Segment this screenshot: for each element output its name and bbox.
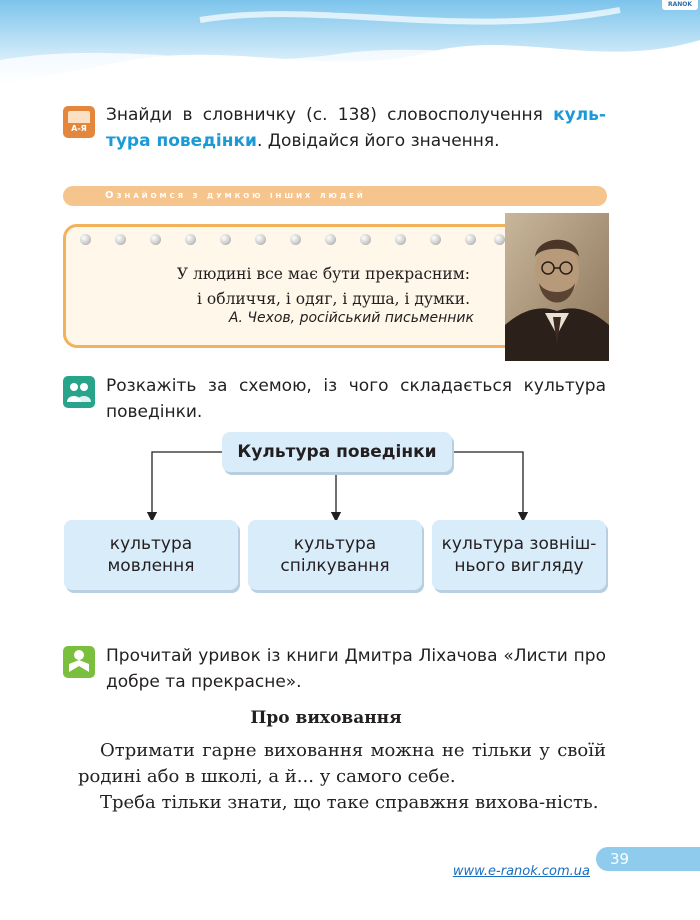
task-tell-by-scheme: Розкажіть за схемою, із чого складається культура поведінки. xyxy=(106,376,606,422)
header-wave-decoration xyxy=(0,0,700,110)
quote-text xyxy=(78,262,470,312)
publisher-logo: RANOK xyxy=(662,0,698,10)
reading-paragraph-1: Отримати гарне виховання можна не тільки у своїй родині або в школі, а й... у самого себе. xyxy=(78,740,606,787)
group-discussion-icon xyxy=(63,376,95,408)
scheme-box-appearance: культура зовніш-нього вигляду xyxy=(432,520,606,590)
section-banner xyxy=(63,186,607,206)
task1-text-before: Знайди в словничку (с. 138) словосполучення xyxy=(106,105,554,125)
quote-line-1: У людині все має бути прекрасним: xyxy=(176,265,470,283)
task-read-excerpt: Прочитай уривок із книги Дмитра Ліхачова «Листи про добре та прекрасне». xyxy=(106,646,606,692)
dictionary-icon-label: А-Я xyxy=(71,124,87,133)
quote-author: А. Чехов, російський письменник xyxy=(228,310,474,326)
task1-text-after: . Довідайся його значення. xyxy=(256,131,500,151)
task-find-in-dictionary xyxy=(106,102,606,154)
reading-title: Про виховання xyxy=(250,708,402,728)
scheme-box-speech: культура мовлення xyxy=(64,520,238,590)
task1-highlight: куль-тура поведінки xyxy=(106,105,606,151)
section-banner-title: Ознайомся з думкою інших людей xyxy=(105,190,366,201)
reading-icon xyxy=(63,646,95,678)
chekhov-portrait xyxy=(505,213,609,361)
scheme-box-communication: культура спілкування xyxy=(248,520,422,590)
page-number: 39 xyxy=(596,847,700,871)
notebook-rings-decoration xyxy=(80,234,500,248)
dictionary-icon xyxy=(63,106,95,138)
scheme-root-box: Культура поведінки xyxy=(222,432,452,472)
publisher-site-link[interactable]: www.e-ranok.com.ua xyxy=(452,864,590,879)
quote-line-2: і обличчя, і одяг, і душа, і думки. xyxy=(197,290,470,308)
reading-paragraph-2: Треба тільки знати, що таке справжня вихова-ність. xyxy=(100,792,599,813)
